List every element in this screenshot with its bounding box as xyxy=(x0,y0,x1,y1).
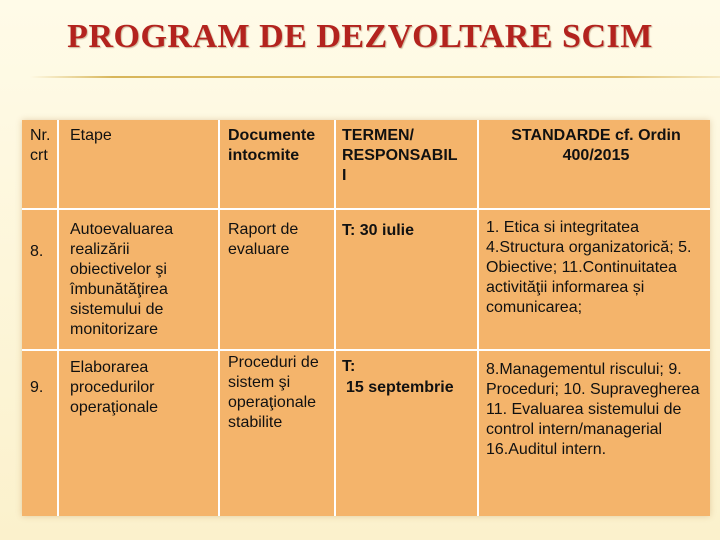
header-termen: TERMEN/ RESPONSABIL xyxy=(342,127,458,164)
row-8-termen: T: 30 iulie xyxy=(342,222,415,239)
column-divider xyxy=(218,120,220,516)
column-divider xyxy=(57,120,59,516)
row-8-nr: 8. xyxy=(30,243,44,260)
column-divider xyxy=(477,120,479,516)
header-documente: Documente intocmite xyxy=(228,127,316,164)
row-divider xyxy=(22,349,710,351)
title-divider xyxy=(30,76,720,78)
row-9-termen-label: T: xyxy=(342,358,356,375)
column-divider xyxy=(334,120,336,516)
row-8-standarde: 1. Etica si integritatea 4.Structura organizatorică; 5. Obiective; 11.Continuitatea activităţii informarea și comunicarea; xyxy=(486,219,692,316)
header-standarde: STANDARDE cf. Ordin 400/2015 xyxy=(511,127,681,164)
row-9-termen-date: 15 septembrie xyxy=(346,379,454,396)
row-9-standarde: 8.Managementul riscului; 9. Proceduri; 10. Supravegherea 11. Evaluarea sistemului de control intern/managerial 16.Auditul intern. xyxy=(486,361,700,458)
row-9-documente: Proceduri de sistem şi operaţionale stabilite xyxy=(228,354,319,431)
row-8-documente: Raport de evaluare xyxy=(228,221,299,258)
page-title: PROGRAM DE DEZVOLTARE SCIM xyxy=(67,18,653,55)
header-nr: Nr. crt xyxy=(30,127,51,164)
row-divider xyxy=(22,208,710,210)
row-8-etapa: Autoevaluarea realizării obiectivelor şi îmbunătăţirea sistemului de monitorizare xyxy=(70,221,174,338)
header-termen-continued: I xyxy=(342,167,347,184)
row-9-etapa: Elaborarea procedurilor operaţionale xyxy=(70,359,159,416)
header-etape: Etape xyxy=(70,127,112,144)
program-table xyxy=(22,120,710,516)
row-9-nr: 9. xyxy=(30,379,44,396)
